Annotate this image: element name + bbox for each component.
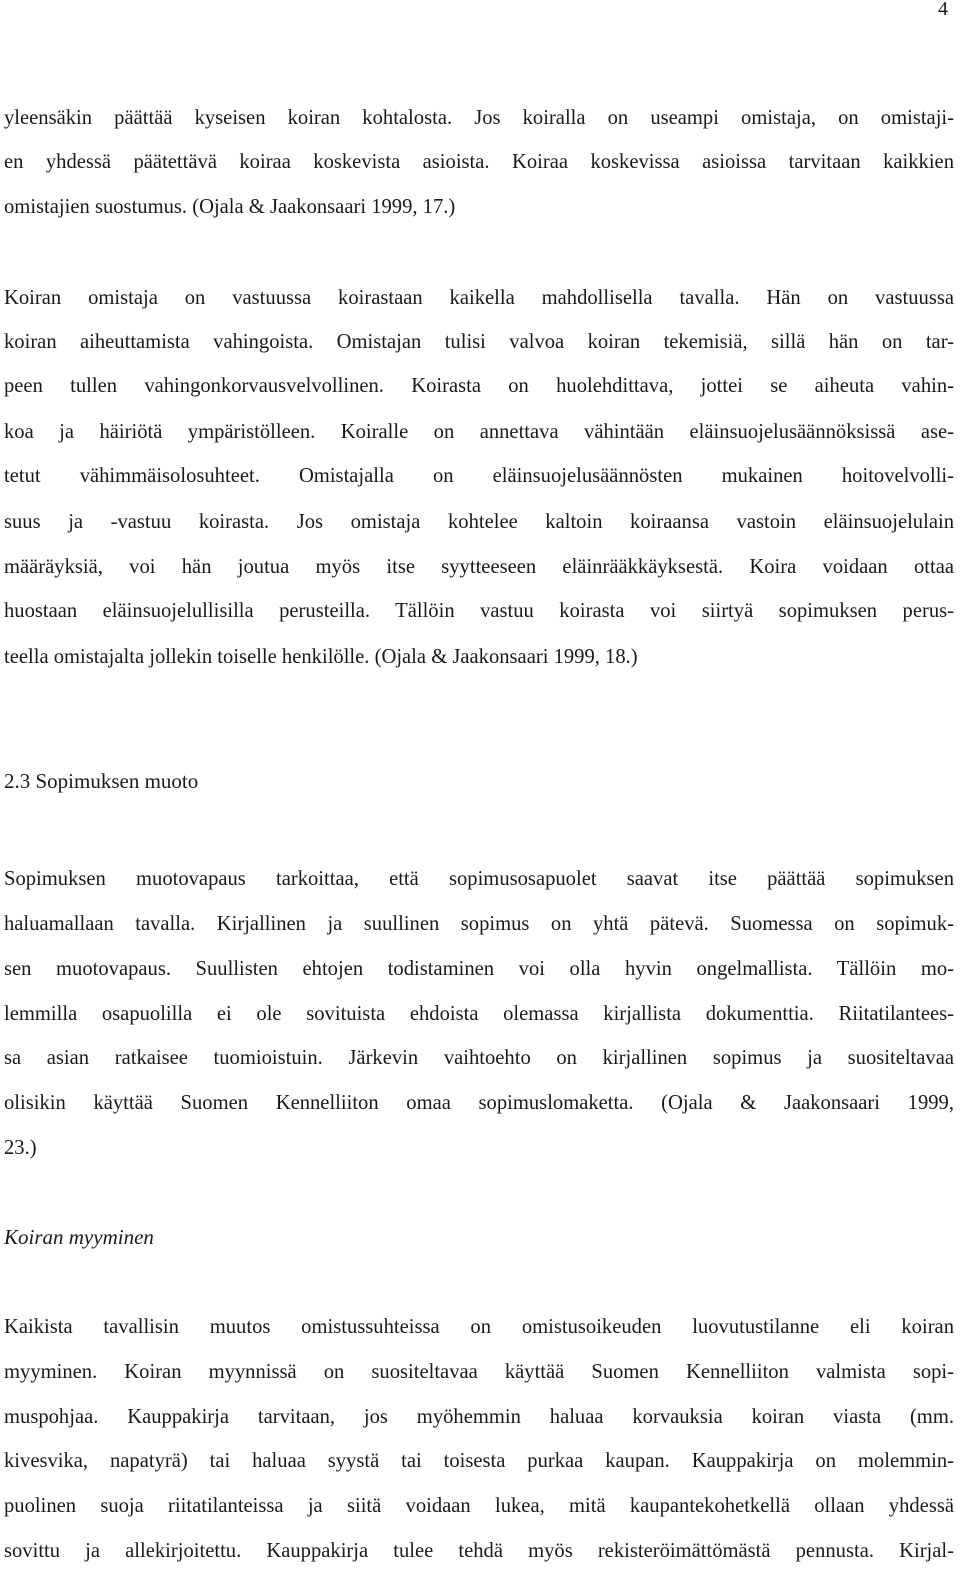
paragraph-4-line-4: kivesvika, napatyrä) tai haluaa syystä tai toisesta purkaa kaupan. Kauppakirja on molemmin-	[4, 1450, 954, 1472]
paragraph-2-line-1: Koiran omistaja on vastuussa koirastaan kaikella mahdollisella tavalla. Hän on vastuussa	[4, 287, 954, 309]
paragraph-2-line-8: huostaan eläinsuojelullisilla perusteilla. Tällöin vastuu koirasta voi siirtyä sopimuksen perus-	[4, 600, 954, 622]
paragraph-2-line-7: määräyksiä, voi hän joutua myös itse syytteeseen eläinrääkkäyksestä. Koira voidaan ottaa	[4, 556, 954, 578]
paragraph-4-line-5: puolinen suoja riitatilanteissa ja siitä voidaan lukea, mitä kaupantekohetkellä ollaan yhdessä	[4, 1495, 954, 1517]
paragraph-1-line-2: en yhdessä päätettävä koiraa koskevista asioista. Koiraa koskevissa asioissa tarvitaan kaikkien	[4, 151, 954, 173]
paragraph-2-line-9: teella omistajalta jollekin toiselle henkilölle. (Ojala & Jaakonsaari 1999, 18.)	[4, 646, 638, 668]
paragraph-3-line-4: lemmilla osapuolilla ei ole sovituista ehdoista olemassa kirjallista dokumenttia. Riitatilantees-	[4, 1003, 954, 1025]
paragraph-2-line-6: suus ja -vastuu koirasta. Jos omistaja kohtelee kaltoin koiraansa vastoin eläinsuojelulain	[4, 511, 954, 533]
paragraph-2-line-3: peen tullen vahingonkorvausvelvollinen. Koirasta on huolehdittava, jottei se aiheuta vahin-	[4, 375, 954, 397]
paragraph-3-line-3: sen muotovapaus. Suullisten ehtojen todistaminen voi olla hyvin ongelmallista. Tällöin mo-	[4, 958, 954, 980]
paragraph-4-line-6: sovittu ja allekirjoitettu. Kauppakirja tulee tehdä myös rekisteröimättömästä pennusta. Kirjal-	[4, 1540, 954, 1562]
paragraph-1-line-3: omistajien suostumus. (Ojala & Jaakonsaari 1999, 17.)	[4, 196, 456, 218]
paragraph-3-line-1: Sopimuksen muotovapaus tarkoittaa, että sopimusosapuolet saavat itse päättää sopimuksen	[4, 868, 954, 890]
paragraph-2-line-2: koiran aiheuttamista vahingoista. Omistajan tulisi valvoa koiran tekemisiä, sillä hän on tar-	[4, 331, 954, 353]
paragraph-1-line-1: yleensäkin päättää kyseisen koiran kohtalosta. Jos koiralla on useampi omistaja, on omistaji-	[4, 107, 954, 129]
paragraph-4-line-2: myyminen. Koiran myynnissä on suositeltavaa käyttää Suomen Kennelliiton valmista sopi-	[4, 1361, 954, 1383]
paragraph-3-line-7: 23.)	[4, 1137, 37, 1159]
paragraph-2-line-4: koa ja häiriötä ympäristölleen. Koiralle on annettava vähintään eläinsuojelusäännöksissä ase-	[4, 421, 954, 443]
paragraph-2-line-5: tetut vähimmäisolosuhteet. Omistajalla on eläinsuojelusäännösten mukainen hoitovelvolli-	[4, 465, 954, 487]
paragraph-4-line-3: muspohjaa. Kauppakirja tarvitaan, jos myöhemmin haluaa korvauksia koiran viasta (mm.	[4, 1406, 954, 1428]
paragraph-4-line-1: Kaikista tavallisin muutos omistussuhteissa on omistusoikeuden luovutustilanne eli koiran	[4, 1316, 954, 1338]
paragraph-3-line-6: olisikin käyttää Suomen Kennelliiton omaa sopimuslomaketta. (Ojala & Jaakonsaari 1999,	[4, 1092, 954, 1114]
section-heading: 2.3 Sopimuksen muoto	[4, 769, 199, 793]
page-number: 4	[938, 0, 948, 20]
paragraph-3-line-2: haluamallaan tavalla. Kirjallinen ja suullinen sopimus on yhtä pätevä. Suomessa on sopimuk-	[4, 913, 954, 935]
subheading: Koiran myyminen	[4, 1225, 154, 1249]
paragraph-3-line-5: sa asian ratkaisee tuomioistuin. Järkevin vaihtoehto on kirjallinen sopimus ja suositeltavaa	[4, 1047, 954, 1069]
